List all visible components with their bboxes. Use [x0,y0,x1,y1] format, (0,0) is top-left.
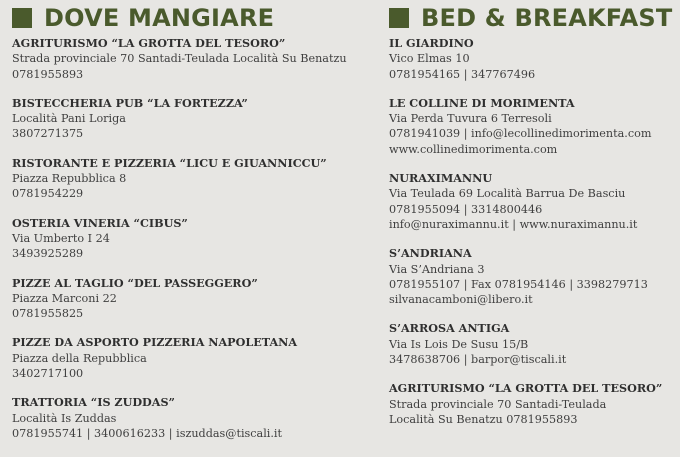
entry-line: Piazza Repubblica 8 [12,172,127,186]
entry-line: 0781955825 [12,307,84,321]
entry-line: Via Is Lois De Susu 15/B [389,337,529,351]
section-title: DOVE MANGIARE [44,4,275,32]
entry-line: Via Teulada 69 Località Barrua De Basciu [389,187,626,201]
entry-name: RISTORANTE E PIZZERIA “LICU E GIUANNICCU” [12,155,327,170]
entry-name: LE COLLINE DI MORIMENTA [389,95,575,110]
entry-line: Via Umberto I 24 [12,231,110,245]
entry-name: OSTERIA VINERIA “CIBUS” [12,215,188,230]
list-item [389,321,679,367]
list-item [12,156,377,202]
entry-line: Via Perda Tuvura 6 Terresoli [389,112,552,126]
entry-line: 0781955107 | Fax 0781954146 | 3398279713 [389,277,648,291]
entry-line: 0781955893 [12,67,84,81]
entry-line: 3478638706 | barpor@tiscali.it [389,353,567,367]
entry-name: PIZZE DA ASPORTO PIZZERIA NAPOLETANA [12,335,298,350]
entry-line: 0781941039 | info@lecollinedimorimenta.com [389,127,652,141]
entry-line: info@nuraximannu.it | www.nuraximannu.it [389,217,638,231]
entry-line: Piazza Marconi 22 [12,291,117,305]
entry-name: AGRITURISMO “LA GROTTA DEL TESORO” [389,381,663,396]
entry-line: Località Pani Loriga [12,112,126,126]
entry-line: Strada provinciale 70 Santadi-Teulada [389,397,607,411]
dove-mangiare-column [12,0,377,455]
entry-line: 3493925289 [12,247,84,261]
entry-line: 3807271375 [12,127,84,141]
list-item [12,216,377,262]
entry-line: Località Su Benatzu 0781955893 [389,412,578,426]
entry-line: www.collinedimorimenta.com [389,142,558,156]
entry-name: AGRITURISMO “LA GROTTA DEL TESORO” [12,36,286,50]
entry-name: S’ANDRIANA [389,246,472,261]
list-item [12,36,377,82]
entry-line: Strada provinciale 70 Santadi-Teulada Località Su Benatzu [12,52,347,66]
entry-name: PIZZE AL TAGLIO “DEL PASSEGGERO” [12,275,258,290]
entry-line: Piazza della Repubblica [12,351,147,365]
entry-line: Località Is Zuddas [12,411,117,425]
list-item [12,276,377,322]
square-bullet-icon [12,8,32,28]
list-item [389,171,679,232]
list-item [12,395,377,441]
bed-breakfast-heading [389,3,679,33]
entry-line: Via S’Andriana 3 [389,262,485,276]
square-bullet-icon [389,8,409,28]
entry-name: TRATTORIA “IS ZUDDAS” [12,395,175,410]
entry-name: NURAXIMANNU [389,171,493,186]
entry-name: BISTECCHERIA PUB “LA FORTEZZA” [12,95,248,110]
entry-line: 0781955094 | 3314800446 [389,202,543,216]
list-item [389,96,679,157]
section-title: BED & BREAKFAST [421,4,673,32]
entry-line: 0781955741 | 3400616233 | iszuddas@tiscali.it [12,426,282,440]
entry-line: 0781954229 [12,187,84,201]
entry-name: IL GIARDINO [389,36,474,50]
entry-line: 0781954165 | 347767496 [389,67,536,81]
entry-line: Vico Elmas 10 [389,52,470,66]
list-item [12,335,377,381]
dove-mangiare-heading [12,3,377,33]
list-item [389,36,679,82]
list-item [389,246,679,307]
entry-name: S’ARROSA ANTIGA [389,321,510,336]
list-item [12,96,377,142]
list-item [389,381,679,427]
entry-line: 3402717100 [12,367,84,381]
bed-breakfast-column [389,0,679,441]
entry-line: silvanacamboni@libero.it [389,293,533,307]
